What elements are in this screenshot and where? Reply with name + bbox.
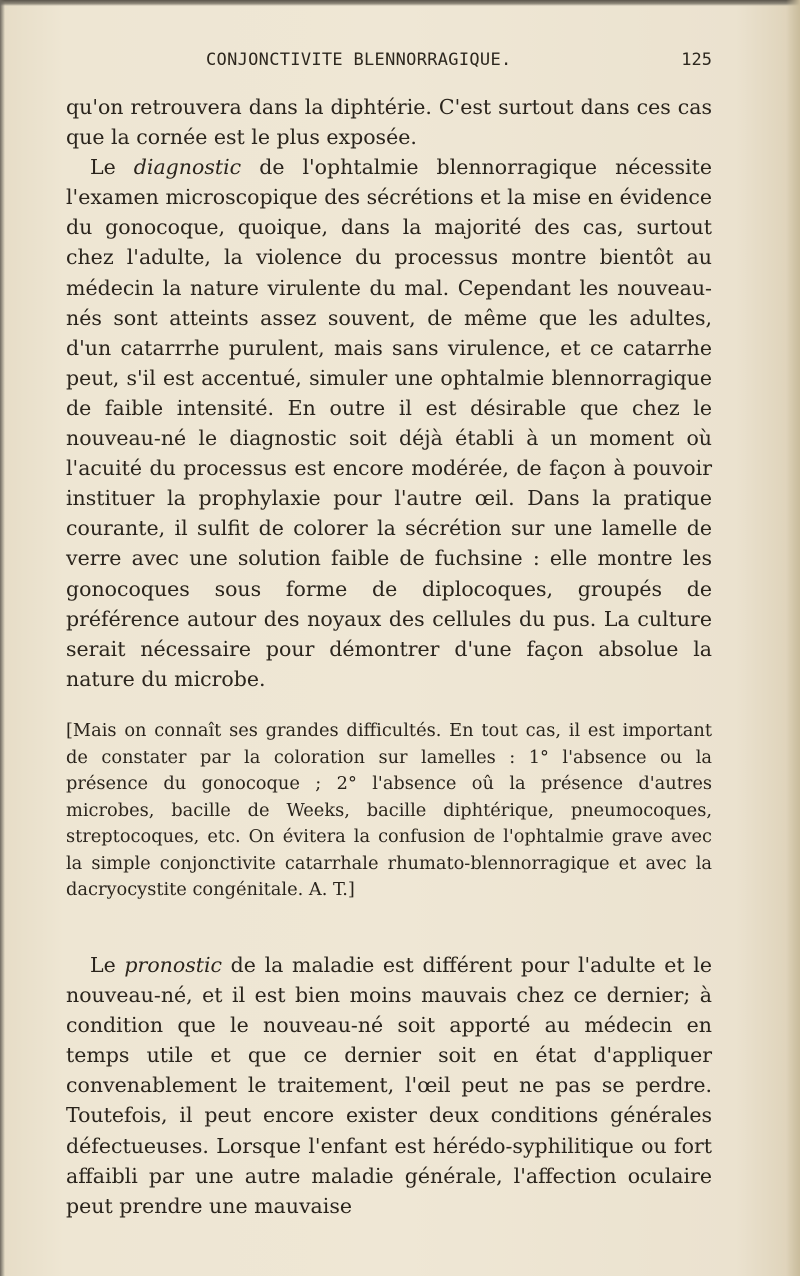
running-header	[66, 50, 712, 78]
keyword-pronostic: pronostic	[124, 953, 223, 977]
main-text-continued	[66, 950, 712, 1221]
editor-note: [Mais on connaît ses grandes difficultés. En tout cas, il est important de constater par la coloration sur lamelles : 1° l'absence ou la présence du gonocoque ; 2° l'absence oû la présence d'autres microbes, bacille de Weeks, bacille diphtérique, pneumocoques, streptocoques, etc. On évitera la confusion de l'ophtalmie grave avec la simple conjonctivite catarrhale rhumato-blennorragique et avec la dacryocystite congénitale. A. T.]	[66, 720, 712, 900]
main-text	[66, 92, 712, 694]
page-number: 125	[681, 50, 712, 70]
paragraph-diagnostic	[66, 152, 712, 694]
paragraph-lead: Le	[90, 155, 134, 180]
paragraph-continuation: qu'on retrouvera dans la diphtérie. C'est surtout dans ces cas que la cornée est le plus exposée.	[66, 95, 712, 150]
page-left-edge	[0, 0, 5, 1276]
page-right-edge	[786, 0, 800, 1276]
paragraph-pronostic	[66, 950, 712, 1221]
running-title: CONJONCTIVITE BLENNORRAGIQUE.	[206, 50, 512, 70]
page-top-edge	[0, 0, 800, 6]
paragraph-body: de l'ophtalmie blennorragique nécessite l'examen microscopique des sécrétions et la mise en évidence du gonocoque, quoique, dans la majorité des cas, surtout chez l'adulte, la violence du processus montre bientôt au médecin la nature virulente du mal. Cependant les nouveau-nés sont atteints assez souvent, de même que les adultes, d'un catarrrhe purulent, mais sans virulence, et ce catarrhe peut, s'il est accentué, simuler une ophtalmie blennorragique de faible intensité. En outre il est désirable que chez le nouveau-né le diagnostic soit déjà établi à un moment où l'acuité du processus est encore modérée, de façon à pouvoir instituer la prophylaxie pour l'autre œil. Dans la pratique courante, il sulfit de colorer la sécrétion sur une lamelle de verre avec une solution faible de fuchsine : elle montre les gonocoques sous forme de diplocoques, groupés de préférence autour des noyaux des cellules du pus. La culture serait nécessaire pour démontrer d'une façon absolue la nature du microbe.	[66, 155, 712, 691]
keyword-diagnostic: diagnostic	[133, 155, 242, 180]
paragraph-lead: Le	[90, 953, 125, 977]
paragraph-body: de la maladie est différent pour l'adulte et le nouveau-né, et il est bien moins mauvais chez ce dernier; à condition que le nouveau-né soit apporté au médecin en temps utile et que ce dernier soit en état d'appliquer convenablement le traitement, l'œil peut ne pas se perdre. Toutefois, il peut encore exister deux conditions générales défectueuses. Lorsque l'enfant est hérédo-syphilitique ou fort affaibli par une autre maladie générale, l'affection oculaire peut prendre une mauvaise	[66, 953, 712, 1218]
